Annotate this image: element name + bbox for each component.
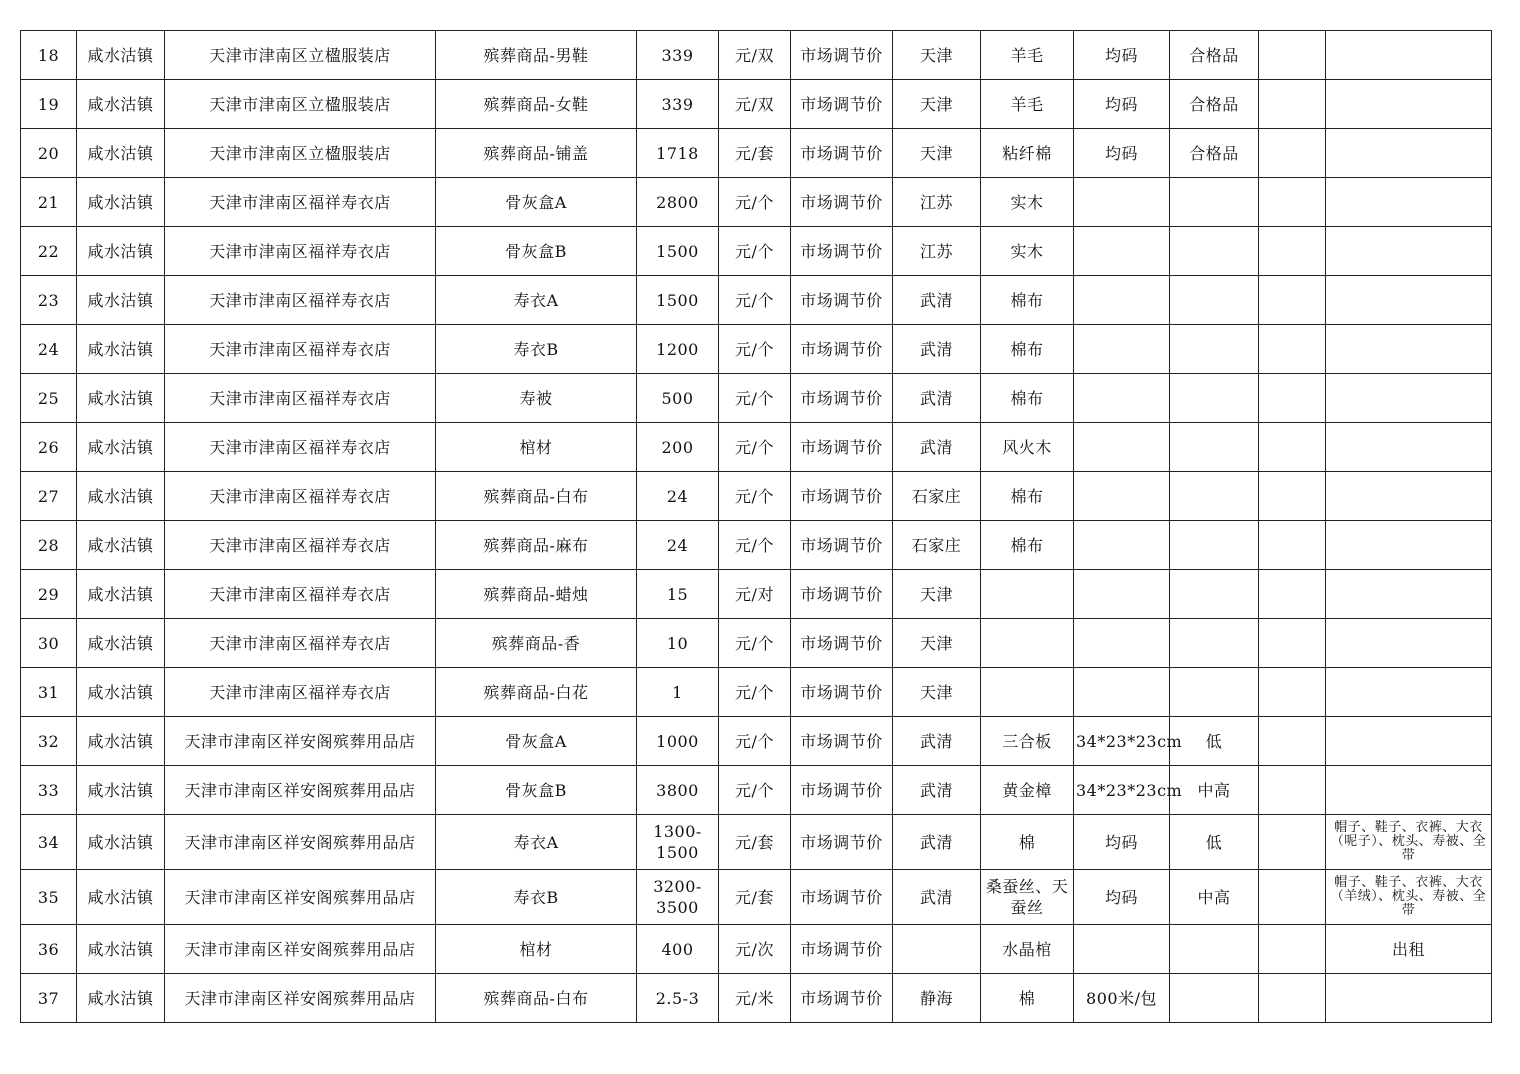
cell-price-type: 市场调节价 <box>791 80 893 129</box>
cell-town: 咸水沽镇 <box>77 815 165 870</box>
cell-grade: 合格品 <box>1170 129 1259 178</box>
cell-material: 棉布 <box>981 521 1074 570</box>
cell-spec <box>1074 521 1170 570</box>
cell-no: 28 <box>21 521 77 570</box>
cell-note <box>1326 974 1492 1023</box>
cell-origin: 武清 <box>893 276 981 325</box>
table-row <box>21 325 1492 374</box>
cell-col12 <box>1259 815 1326 870</box>
cell-town: 咸水沽镇 <box>77 870 165 925</box>
cell-note <box>1326 31 1492 80</box>
cell-spec: 800米/包 <box>1074 974 1170 1023</box>
cell-item: 殡葬商品-蜡烛 <box>436 570 637 619</box>
cell-spec <box>1074 925 1170 974</box>
cell-store: 天津市津南区福祥寿衣店 <box>165 521 436 570</box>
cell-col12 <box>1259 870 1326 925</box>
table-row <box>21 815 1492 870</box>
cell-unit: 元/个 <box>719 423 791 472</box>
cell-town: 咸水沽镇 <box>77 31 165 80</box>
cell-note <box>1326 619 1492 668</box>
cell-material: 粘纤棉 <box>981 129 1074 178</box>
cell-no: 32 <box>21 717 77 766</box>
cell-town: 咸水沽镇 <box>77 619 165 668</box>
cell-spec <box>1074 472 1170 521</box>
cell-price: 339 <box>637 31 719 80</box>
cell-origin: 武清 <box>893 766 981 815</box>
cell-item: 骨灰盒A <box>436 178 637 227</box>
table-row <box>21 717 1492 766</box>
cell-item: 殡葬商品-白花 <box>436 668 637 717</box>
table-row <box>21 31 1492 80</box>
cell-grade <box>1170 423 1259 472</box>
cell-town: 咸水沽镇 <box>77 925 165 974</box>
cell-no: 18 <box>21 31 77 80</box>
cell-col12 <box>1259 31 1326 80</box>
cell-spec <box>1074 423 1170 472</box>
cell-price-type: 市场调节价 <box>791 31 893 80</box>
cell-price-type: 市场调节价 <box>791 717 893 766</box>
table-row <box>21 570 1492 619</box>
cell-price-type: 市场调节价 <box>791 325 893 374</box>
cell-store: 天津市津南区祥安阁殡葬用品店 <box>165 717 436 766</box>
table-row <box>21 619 1492 668</box>
cell-material: 棉布 <box>981 472 1074 521</box>
cell-price: 24 <box>637 472 719 521</box>
cell-origin: 武清 <box>893 717 981 766</box>
cell-town: 咸水沽镇 <box>77 325 165 374</box>
cell-no: 22 <box>21 227 77 276</box>
cell-price-type: 市场调节价 <box>791 870 893 925</box>
cell-note <box>1326 276 1492 325</box>
cell-origin: 石家庄 <box>893 521 981 570</box>
cell-no: 37 <box>21 974 77 1023</box>
cell-no: 36 <box>21 925 77 974</box>
cell-item: 骨灰盒B <box>436 227 637 276</box>
cell-spec <box>1074 325 1170 374</box>
cell-store: 天津市津南区福祥寿衣店 <box>165 227 436 276</box>
table-row <box>21 178 1492 227</box>
cell-unit: 元/双 <box>719 31 791 80</box>
cell-grade: 低 <box>1170 717 1259 766</box>
cell-item: 寿衣A <box>436 815 637 870</box>
table-row <box>21 974 1492 1023</box>
cell-item: 殡葬商品-女鞋 <box>436 80 637 129</box>
cell-col12 <box>1259 570 1326 619</box>
cell-item: 殡葬商品-白布 <box>436 472 637 521</box>
cell-price-type: 市场调节价 <box>791 974 893 1023</box>
cell-price: 1 <box>637 668 719 717</box>
cell-town: 咸水沽镇 <box>77 129 165 178</box>
cell-origin: 武清 <box>893 423 981 472</box>
cell-price-type: 市场调节价 <box>791 423 893 472</box>
cell-col12 <box>1259 668 1326 717</box>
cell-no: 20 <box>21 129 77 178</box>
cell-col12 <box>1259 472 1326 521</box>
cell-price-type: 市场调节价 <box>791 227 893 276</box>
cell-material: 棉布 <box>981 374 1074 423</box>
cell-col12 <box>1259 925 1326 974</box>
cell-no: 33 <box>21 766 77 815</box>
cell-note <box>1326 178 1492 227</box>
cell-grade: 低 <box>1170 815 1259 870</box>
cell-material: 风火木 <box>981 423 1074 472</box>
cell-note <box>1326 129 1492 178</box>
cell-item: 殡葬商品-男鞋 <box>436 31 637 80</box>
cell-note <box>1326 227 1492 276</box>
cell-grade: 合格品 <box>1170 31 1259 80</box>
cell-spec <box>1074 668 1170 717</box>
cell-origin: 武清 <box>893 870 981 925</box>
cell-origin: 天津 <box>893 129 981 178</box>
cell-material: 羊毛 <box>981 80 1074 129</box>
cell-store: 天津市津南区福祥寿衣店 <box>165 570 436 619</box>
cell-spec: 均码 <box>1074 31 1170 80</box>
table-body <box>21 31 1492 1023</box>
table-row <box>21 227 1492 276</box>
cell-origin: 江苏 <box>893 227 981 276</box>
cell-unit: 元/个 <box>719 521 791 570</box>
cell-material: 棉 <box>981 815 1074 870</box>
cell-origin: 天津 <box>893 80 981 129</box>
cell-grade <box>1170 178 1259 227</box>
cell-material: 实木 <box>981 178 1074 227</box>
cell-town: 咸水沽镇 <box>77 717 165 766</box>
cell-no: 26 <box>21 423 77 472</box>
cell-material: 棉布 <box>981 276 1074 325</box>
cell-col12 <box>1259 766 1326 815</box>
cell-material: 棉 <box>981 974 1074 1023</box>
cell-no: 30 <box>21 619 77 668</box>
cell-price-type: 市场调节价 <box>791 472 893 521</box>
cell-grade <box>1170 374 1259 423</box>
cell-no: 27 <box>21 472 77 521</box>
table-row <box>21 129 1492 178</box>
cell-origin: 江苏 <box>893 178 981 227</box>
cell-grade: 中高 <box>1170 766 1259 815</box>
cell-spec: 34*23*23cm <box>1074 717 1170 766</box>
cell-origin: 天津 <box>893 668 981 717</box>
cell-unit: 元/双 <box>719 80 791 129</box>
table-row <box>21 472 1492 521</box>
cell-spec <box>1074 619 1170 668</box>
cell-grade <box>1170 227 1259 276</box>
cell-note <box>1326 374 1492 423</box>
table-row <box>21 423 1492 472</box>
cell-note <box>1326 80 1492 129</box>
cell-price-type: 市场调节价 <box>791 668 893 717</box>
cell-note <box>1326 668 1492 717</box>
cell-material: 棉布 <box>981 325 1074 374</box>
cell-town: 咸水沽镇 <box>77 80 165 129</box>
cell-unit: 元/个 <box>719 668 791 717</box>
cell-origin: 石家庄 <box>893 472 981 521</box>
cell-price-type: 市场调节价 <box>791 374 893 423</box>
cell-town: 咸水沽镇 <box>77 276 165 325</box>
cell-col12 <box>1259 80 1326 129</box>
cell-note <box>1326 423 1492 472</box>
cell-material <box>981 619 1074 668</box>
cell-col12 <box>1259 129 1326 178</box>
cell-col12 <box>1259 717 1326 766</box>
cell-grade <box>1170 521 1259 570</box>
cell-price: 1500 <box>637 276 719 325</box>
cell-col12 <box>1259 521 1326 570</box>
cell-town: 咸水沽镇 <box>77 766 165 815</box>
cell-item: 棺材 <box>436 925 637 974</box>
cell-col12 <box>1259 325 1326 374</box>
cell-store: 天津市津南区立楹服装店 <box>165 80 436 129</box>
cell-unit: 元/套 <box>719 870 791 925</box>
cell-item: 殡葬商品-麻布 <box>436 521 637 570</box>
cell-store: 天津市津南区福祥寿衣店 <box>165 276 436 325</box>
cell-price: 1718 <box>637 129 719 178</box>
cell-price: 1500 <box>637 227 719 276</box>
cell-item: 骨灰盒B <box>436 766 637 815</box>
cell-price: 24 <box>637 521 719 570</box>
cell-no: 29 <box>21 570 77 619</box>
cell-unit: 元/个 <box>719 325 791 374</box>
cell-town: 咸水沽镇 <box>77 668 165 717</box>
cell-item: 寿被 <box>436 374 637 423</box>
cell-price-type: 市场调节价 <box>791 815 893 870</box>
cell-grade <box>1170 472 1259 521</box>
cell-note: 出租 <box>1326 925 1492 974</box>
cell-store: 天津市津南区福祥寿衣店 <box>165 668 436 717</box>
cell-unit: 元/套 <box>719 129 791 178</box>
cell-store: 天津市津南区立楹服装店 <box>165 31 436 80</box>
cell-item: 殡葬商品-香 <box>436 619 637 668</box>
cell-item: 寿衣B <box>436 870 637 925</box>
cell-unit: 元/个 <box>719 619 791 668</box>
cell-origin: 武清 <box>893 815 981 870</box>
table-row <box>21 668 1492 717</box>
cell-col12 <box>1259 178 1326 227</box>
cell-item: 殡葬商品-白布 <box>436 974 637 1023</box>
cell-spec: 34*23*23cm <box>1074 766 1170 815</box>
cell-price: 400 <box>637 925 719 974</box>
table-row <box>21 925 1492 974</box>
cell-note <box>1326 325 1492 374</box>
cell-spec <box>1074 227 1170 276</box>
cell-material <box>981 570 1074 619</box>
cell-town: 咸水沽镇 <box>77 227 165 276</box>
cell-origin: 天津 <box>893 619 981 668</box>
cell-unit: 元/次 <box>719 925 791 974</box>
cell-no: 34 <box>21 815 77 870</box>
cell-town: 咸水沽镇 <box>77 423 165 472</box>
cell-origin <box>893 925 981 974</box>
cell-unit: 元/套 <box>719 815 791 870</box>
cell-grade <box>1170 925 1259 974</box>
cell-unit: 元/个 <box>719 717 791 766</box>
cell-price: 2800 <box>637 178 719 227</box>
cell-unit: 元/个 <box>719 766 791 815</box>
cell-store: 天津市津南区祥安阁殡葬用品店 <box>165 815 436 870</box>
cell-grade: 中高 <box>1170 870 1259 925</box>
price-table <box>20 30 1492 1023</box>
table-row <box>21 276 1492 325</box>
cell-material: 黄金樟 <box>981 766 1074 815</box>
cell-item: 棺材 <box>436 423 637 472</box>
cell-origin: 天津 <box>893 31 981 80</box>
cell-store: 天津市津南区福祥寿衣店 <box>165 325 436 374</box>
cell-price: 10 <box>637 619 719 668</box>
cell-no: 25 <box>21 374 77 423</box>
cell-store: 天津市津南区祥安阁殡葬用品店 <box>165 870 436 925</box>
cell-unit: 元/米 <box>719 974 791 1023</box>
table-row <box>21 374 1492 423</box>
cell-col12 <box>1259 423 1326 472</box>
cell-store: 天津市津南区立楹服装店 <box>165 129 436 178</box>
cell-origin: 天津 <box>893 570 981 619</box>
cell-item: 殡葬商品-铺盖 <box>436 129 637 178</box>
cell-grade <box>1170 668 1259 717</box>
cell-spec <box>1074 276 1170 325</box>
cell-unit: 元/对 <box>719 570 791 619</box>
cell-material: 桑蚕丝、天蚕丝 <box>981 870 1074 925</box>
cell-material: 三合板 <box>981 717 1074 766</box>
cell-material: 羊毛 <box>981 31 1074 80</box>
cell-unit: 元/个 <box>719 374 791 423</box>
cell-spec: 均码 <box>1074 815 1170 870</box>
cell-grade <box>1170 570 1259 619</box>
cell-spec <box>1074 570 1170 619</box>
cell-grade <box>1170 619 1259 668</box>
cell-price-type: 市场调节价 <box>791 570 893 619</box>
cell-price: 1000 <box>637 717 719 766</box>
table-row <box>21 870 1492 925</box>
cell-price: 200 <box>637 423 719 472</box>
cell-price: 1300-1500 <box>637 815 719 870</box>
cell-origin: 武清 <box>893 374 981 423</box>
cell-grade <box>1170 325 1259 374</box>
cell-store: 天津市津南区祥安阁殡葬用品店 <box>165 766 436 815</box>
cell-price-type: 市场调节价 <box>791 925 893 974</box>
cell-origin: 武清 <box>893 325 981 374</box>
cell-store: 天津市津南区福祥寿衣店 <box>165 178 436 227</box>
cell-material <box>981 668 1074 717</box>
cell-col12 <box>1259 374 1326 423</box>
cell-no: 19 <box>21 80 77 129</box>
cell-unit: 元/个 <box>719 472 791 521</box>
cell-note: 帽子、鞋子、衣裤、大衣（羊绒）、枕头、寿被、全带 <box>1326 870 1492 925</box>
cell-grade: 合格品 <box>1170 80 1259 129</box>
cell-no: 21 <box>21 178 77 227</box>
cell-col12 <box>1259 619 1326 668</box>
cell-note: 帽子、鞋子、衣裤、大衣（呢子）、枕头、寿被、全带 <box>1326 815 1492 870</box>
cell-item: 寿衣B <box>436 325 637 374</box>
cell-col12 <box>1259 974 1326 1023</box>
cell-note <box>1326 766 1492 815</box>
cell-note <box>1326 472 1492 521</box>
cell-town: 咸水沽镇 <box>77 570 165 619</box>
cell-town: 咸水沽镇 <box>77 472 165 521</box>
cell-col12 <box>1259 227 1326 276</box>
cell-store: 天津市津南区福祥寿衣店 <box>165 472 436 521</box>
cell-unit: 元/个 <box>719 227 791 276</box>
cell-price-type: 市场调节价 <box>791 129 893 178</box>
cell-origin: 静海 <box>893 974 981 1023</box>
cell-grade <box>1170 276 1259 325</box>
cell-note <box>1326 521 1492 570</box>
table-row <box>21 80 1492 129</box>
cell-town: 咸水沽镇 <box>77 178 165 227</box>
cell-town: 咸水沽镇 <box>77 521 165 570</box>
cell-no: 31 <box>21 668 77 717</box>
cell-col12 <box>1259 276 1326 325</box>
cell-price: 339 <box>637 80 719 129</box>
cell-note <box>1326 570 1492 619</box>
cell-price: 3800 <box>637 766 719 815</box>
cell-no: 23 <box>21 276 77 325</box>
cell-price-type: 市场调节价 <box>791 521 893 570</box>
cell-material: 水晶棺 <box>981 925 1074 974</box>
cell-store: 天津市津南区祥安阁殡葬用品店 <box>165 925 436 974</box>
cell-town: 咸水沽镇 <box>77 974 165 1023</box>
cell-town: 咸水沽镇 <box>77 374 165 423</box>
cell-store: 天津市津南区福祥寿衣店 <box>165 374 436 423</box>
cell-price: 15 <box>637 570 719 619</box>
cell-store: 天津市津南区福祥寿衣店 <box>165 619 436 668</box>
cell-material: 实木 <box>981 227 1074 276</box>
cell-price-type: 市场调节价 <box>791 276 893 325</box>
cell-spec <box>1074 178 1170 227</box>
cell-store: 天津市津南区祥安阁殡葬用品店 <box>165 974 436 1023</box>
cell-price-type: 市场调节价 <box>791 766 893 815</box>
cell-price: 1200 <box>637 325 719 374</box>
cell-price: 500 <box>637 374 719 423</box>
cell-grade <box>1170 974 1259 1023</box>
cell-unit: 元/个 <box>719 276 791 325</box>
cell-price: 3200-3500 <box>637 870 719 925</box>
cell-note <box>1326 717 1492 766</box>
cell-no: 24 <box>21 325 77 374</box>
cell-spec: 均码 <box>1074 80 1170 129</box>
cell-spec: 均码 <box>1074 870 1170 925</box>
cell-no: 35 <box>21 870 77 925</box>
cell-price-type: 市场调节价 <box>791 178 893 227</box>
cell-unit: 元/个 <box>719 178 791 227</box>
cell-price-type: 市场调节价 <box>791 619 893 668</box>
cell-spec <box>1074 374 1170 423</box>
table-row <box>21 766 1492 815</box>
cell-store: 天津市津南区福祥寿衣店 <box>165 423 436 472</box>
cell-price: 2.5-3 <box>637 974 719 1023</box>
cell-spec: 均码 <box>1074 129 1170 178</box>
cell-item: 骨灰盒A <box>436 717 637 766</box>
table-row <box>21 521 1492 570</box>
cell-item: 寿衣A <box>436 276 637 325</box>
